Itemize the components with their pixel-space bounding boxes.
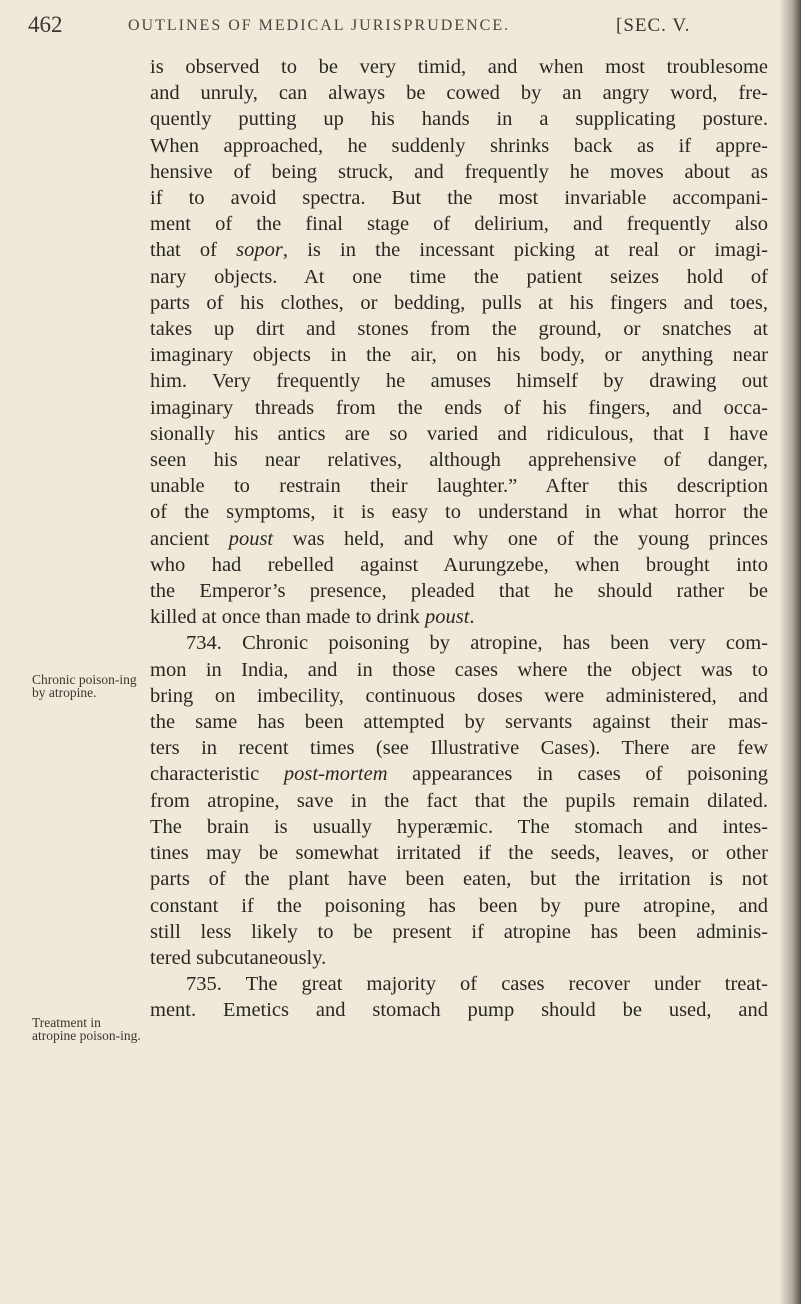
text-line: ment of the final stage of delirium, and frequently also (150, 213, 768, 236)
text-line: of the symptoms, it is easy to understand in what horror the (150, 501, 768, 524)
text-line: mon in India, and in those cases where the object was to (150, 658, 768, 681)
page-number: 462 (28, 12, 63, 37)
text-line: ancient poust was held, and why one of the young princes (150, 527, 768, 550)
text-line: if to avoid spectra. But the most invariable accompani- (150, 187, 768, 210)
text-line: ment. Emetics and stomach pump should be used, and (150, 999, 768, 1022)
text-line: quently putting up his hands in a supplicating posture. (150, 108, 768, 131)
text-line: the Emperor’s presence, pleaded that he should rather be (150, 580, 768, 603)
paragraph-734 (150, 630, 768, 971)
text-line: seen his near relatives, although apprehensive of danger, (150, 449, 768, 472)
text-line: and unruly, can always be cowed by an angry word, fre- (150, 82, 768, 105)
text-line: characteristic post-mortem appearances in cases of poisoning (150, 763, 768, 786)
text-line: tered subcutaneously. (150, 946, 327, 969)
text-line: bring on imbecility, continuous doses were administered, and (150, 684, 768, 707)
page-header (28, 8, 768, 48)
text-line: constant if the poisoning has been by pure atropine, and (150, 894, 768, 917)
text-line: When approached, he suddenly shrinks back as if appre- (150, 134, 768, 157)
text-line: imaginary objects in the air, on his body, or anything near (150, 344, 768, 367)
body-text (150, 54, 768, 1024)
text-line: 734. Chronic poisoning by atropine, has been very com- (186, 632, 768, 655)
running-title: OUTLINES OF MEDICAL JURISPRUDENCE. (128, 17, 511, 34)
sidenote-chronic-poisoning: Chronic poison-ing by atropine. (32, 672, 137, 700)
text-line: killed at once than made to drink poust. (150, 606, 475, 629)
text-line: 735. The great majority of cases recover under treat- (186, 973, 768, 996)
text-line: still less likely to be present if atropine has been adminis- (150, 920, 768, 943)
text-line: tines may be somewhat irritated if the seeds, leaves, or other (150, 842, 768, 865)
paragraph-735 (150, 971, 768, 1023)
text-line: parts of his clothes, or bedding, pulls at his fingers and toes, (150, 291, 768, 314)
section-reference: [SEC. V. (616, 15, 691, 36)
text-line: that of sopor, is in the incessant picking at real or imagi- (150, 239, 768, 262)
text-line: him. Very frequently he amuses himself by drawing out (150, 370, 768, 393)
paragraph-intro (150, 54, 768, 630)
sidenote-treatment: Treatment in atropine poison-ing. (32, 1015, 141, 1043)
text-line: hensive of being struck, and frequently he moves about as (150, 160, 768, 183)
text-line: from atropine, save in the fact that the pupils remain dilated. (150, 789, 768, 812)
text-line: nary objects. At one time the patient seizes hold of (150, 265, 768, 288)
text-line: unable to restrain their laughter.” After this description (150, 475, 768, 498)
text-line: takes up dirt and stones from the ground, or snatches at (150, 318, 768, 341)
text-line: sionally his antics are so varied and ridiculous, that I have (150, 422, 768, 445)
text-line: The brain is usually hyperæmic. The stomach and intes- (150, 815, 768, 838)
text-line: who had rebelled against Aurungzebe, when brought into (150, 553, 768, 576)
text-line: parts of the plant have been eaten, but the irritation is not (150, 868, 768, 891)
page-gutter-shadow (779, 0, 801, 1304)
text-line: the same has been attempted by servants against their mas- (150, 711, 768, 734)
text-line: ters in recent times (see Illustrative Cases). There are few (150, 737, 768, 760)
text-line: is observed to be very timid, and when most troublesome (150, 56, 768, 78)
text-line: imaginary threads from the ends of his fingers, and occa- (150, 396, 768, 419)
